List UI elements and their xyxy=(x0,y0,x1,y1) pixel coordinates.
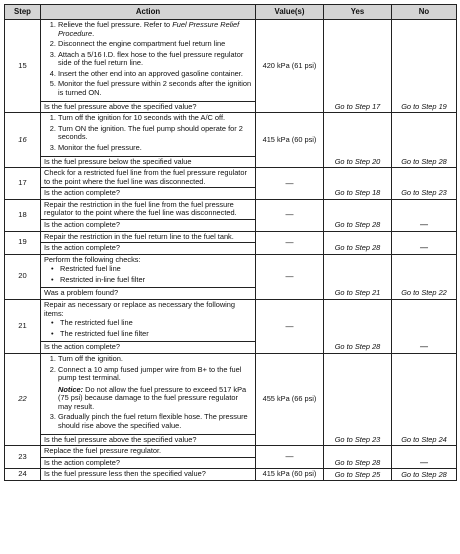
specified-value: — xyxy=(256,254,324,299)
no-result: Go to Step 28 xyxy=(392,469,457,481)
specified-value: 420 kPa (61 psi) xyxy=(256,20,324,113)
step-number: 18 xyxy=(5,199,41,231)
table-row xyxy=(5,300,457,354)
check-list xyxy=(44,319,252,338)
no-result: Go to Step 19 xyxy=(392,20,457,113)
list-item: 3. Monitor the fuel pressure. xyxy=(58,144,252,153)
no-result: Go to Step 22 xyxy=(392,254,457,299)
header-row xyxy=(5,5,457,20)
list-item: • The restricted fuel line filter xyxy=(60,330,252,339)
step-number: 19 xyxy=(5,231,41,254)
step-number: 17 xyxy=(5,168,41,200)
header-no: No xyxy=(392,5,457,20)
header-action: Action xyxy=(41,5,256,20)
no-result: Go to Step 28 xyxy=(392,113,457,168)
yes-result: Go to Step 20 xyxy=(324,113,392,168)
action-cell xyxy=(41,254,256,299)
yes-result: Go to Step 28 xyxy=(324,231,392,254)
action-text: Perform the following checks: xyxy=(44,254,141,264)
notice-label: Notice: xyxy=(58,384,84,394)
list-item: 5. Monitor the fuel pressure within 2 seconds after the ignition is turned ON. xyxy=(58,80,252,97)
action-cell xyxy=(41,446,256,469)
table-row xyxy=(5,353,457,445)
action-text: Replace the fuel pressure regulator. xyxy=(44,446,162,456)
no-result: — xyxy=(392,300,457,354)
no-result: — xyxy=(392,446,457,469)
header-yes: Yes xyxy=(324,5,392,20)
action-steps xyxy=(44,355,252,431)
list-item: 3. Gradually pinch the fuel return flexible hose. The pressure should rise above the specified value. xyxy=(58,413,252,430)
yes-result: Go to Step 18 xyxy=(324,168,392,200)
yes-result: Go to Step 28 xyxy=(324,446,392,469)
action-text: Repair the restriction in the fuel line from the fuel pressure regulator to the point where the fuel line was disconnected. xyxy=(44,199,237,218)
action-text: Check for a restricted fuel line from the fuel pressure regulator to the point where the fuel line was disconnected. xyxy=(44,168,247,186)
action-question: Is the action complete? xyxy=(41,457,255,469)
procedure-reference: Fuel Pressure Relief Procedure xyxy=(58,20,240,38)
action-question: Is the fuel pressure above the specified value? xyxy=(41,434,255,446)
step-number: 24 xyxy=(5,469,41,481)
table-row xyxy=(5,231,457,254)
yes-result: Go to Step 28 xyxy=(324,300,392,354)
list-item: 4. Insert the other end into an approved gasoline container. xyxy=(58,70,252,79)
no-result: Go to Step 23 xyxy=(392,168,457,200)
action-text: Repair the restriction in the fuel return line to the fuel tank. xyxy=(44,231,234,241)
yes-result: Go to Step 21 xyxy=(324,254,392,299)
action-cell xyxy=(41,300,256,354)
action-question: Is the action complete? xyxy=(41,242,255,254)
list-item: • Restricted in-line fuel filter xyxy=(60,276,252,285)
yes-result: Go to Step 25 xyxy=(324,469,392,481)
action-cell xyxy=(41,199,256,231)
table-row xyxy=(5,168,457,200)
list-item: 1. Turn off the ignition for 10 seconds with the A/C off. xyxy=(58,114,252,123)
action-text: Repair as necessary or replace as necessary the following items: xyxy=(44,300,236,318)
action-cell xyxy=(41,231,256,254)
action-cell xyxy=(41,469,256,481)
check-list xyxy=(44,265,252,284)
specified-value: 455 kPa (66 psi) xyxy=(256,353,324,445)
action-question: Is the fuel pressure below the specified value xyxy=(41,156,255,168)
list-item: 2. Disconnect the engine compartment fuel return line xyxy=(58,40,252,49)
specified-value: — xyxy=(256,231,324,254)
no-result: — xyxy=(392,231,457,254)
diagnostic-table xyxy=(4,4,457,481)
action-question: Is the action complete? xyxy=(41,341,255,353)
yes-result: Go to Step 28 xyxy=(324,199,392,231)
step-number: 23 xyxy=(5,446,41,469)
action-cell xyxy=(41,168,256,200)
table-row xyxy=(5,20,457,113)
specified-value: 415 kPa (60 psi) xyxy=(256,469,324,481)
notice-text: Do not allow the fuel pressure to exceed 517 kPa (75 psi) because damage to the fuel pressure regulator may result. xyxy=(58,384,247,411)
specified-value: — xyxy=(256,300,324,354)
action-question: Is the action complete? xyxy=(41,187,255,199)
action-question: Is the fuel pressure above the specified value? xyxy=(41,101,255,113)
no-result: Go to Step 24 xyxy=(392,353,457,445)
action-cell xyxy=(41,20,256,113)
action-steps xyxy=(44,114,252,152)
action-question: Is the fuel pressure less then the specified value? xyxy=(44,469,206,479)
action-question: Is the action complete? xyxy=(41,219,255,231)
action-steps xyxy=(44,21,252,98)
step-number: 20 xyxy=(5,254,41,299)
header-value: Value(s) xyxy=(256,5,324,20)
step-number: 15 xyxy=(5,20,41,113)
yes-result: Go to Step 17 xyxy=(324,20,392,113)
specified-value: — xyxy=(256,168,324,200)
table-row xyxy=(5,113,457,168)
specified-value: 415 kPa (60 psi) xyxy=(256,113,324,168)
action-cell xyxy=(41,113,256,168)
list-item: 3. Attach a 5/16 I.D. flex hose to the fuel pressure regulator side of the fuel return line. xyxy=(58,51,252,68)
no-result: — xyxy=(392,199,457,231)
list-item: 1. Relieve the fuel pressure. Refer to Fuel Pressure Relief Procedure. xyxy=(58,21,252,38)
specified-value: — xyxy=(256,446,324,469)
step-number: 16 xyxy=(5,113,41,168)
table-row xyxy=(5,254,457,299)
notice xyxy=(58,386,252,412)
specified-value: — xyxy=(256,199,324,231)
action-cell xyxy=(41,353,256,445)
list-item: 1. Turn off the ignition. xyxy=(58,355,252,364)
table-row xyxy=(5,199,457,231)
diagnostic-table-page xyxy=(4,4,456,481)
header-step: Step xyxy=(5,5,41,20)
list-item: 2. Turn ON the ignition. The fuel pump should operate for 2 seconds. xyxy=(58,125,252,142)
action-question: Was a problem found? xyxy=(41,287,255,299)
step-number: 22 xyxy=(5,353,41,445)
yes-result: Go to Step 23 xyxy=(324,353,392,445)
table-row xyxy=(5,469,457,481)
table-row xyxy=(5,446,457,469)
list-item: 2. Connect a 10 amp fused jumper wire from B+ to the fuel pump test terminal. Notice: Do not allow the fuel pressure to exceed 517 kPa (75 psi) because damage to the fuel pressure regulator may result. xyxy=(58,366,252,412)
list-item: • The restricted fuel line xyxy=(60,319,252,328)
step-number: 21 xyxy=(5,300,41,354)
list-item: • Restricted fuel line xyxy=(60,265,252,274)
